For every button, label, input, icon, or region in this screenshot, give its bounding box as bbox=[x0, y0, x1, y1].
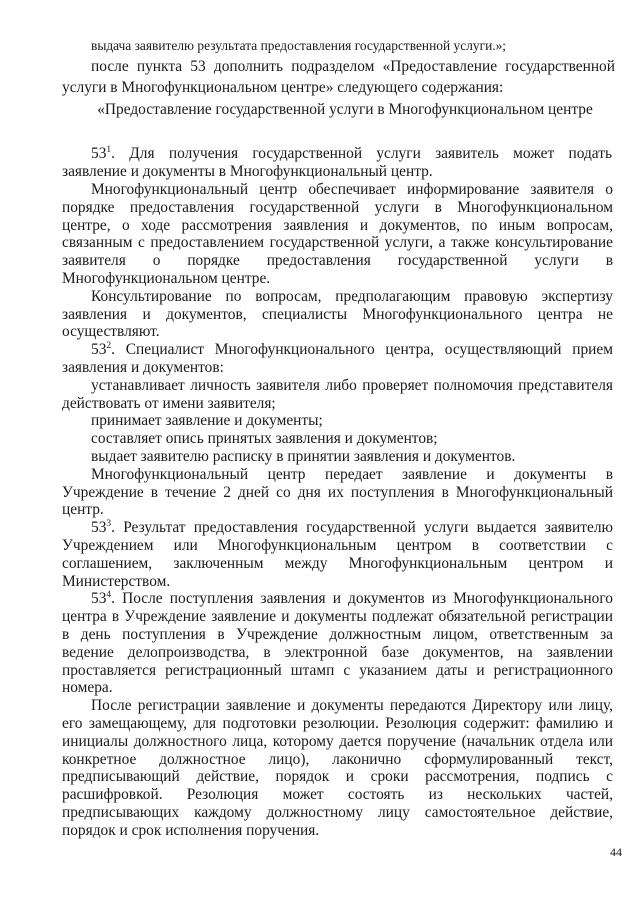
text-line: выдает заявителю расписку в принятии заявления и документов. bbox=[91, 448, 516, 465]
section-heading: «Предоставление государственной услуги в Многофункциональном центре bbox=[97, 101, 593, 118]
text-line: предписывающий действие, порядок и сроки рассмотрения, подпись с bbox=[62, 768, 613, 785]
text-line: конкретное должностное лицо), лаконично сформулированный текст, bbox=[62, 751, 613, 768]
text-line: устанавливает личность заявителя либо проверяет полномочия представителя bbox=[91, 377, 613, 394]
text-line: порядок и срок исполнения поручения. bbox=[62, 822, 320, 839]
text-line: Многофункциональный центр обеспечивает информирование заявителя о bbox=[91, 181, 613, 198]
text-line: центр. bbox=[62, 501, 104, 518]
text-line: После регистрации заявление и документы передаются Директору или лицу, bbox=[91, 697, 613, 714]
text-line: проставляется регистрационный штамп с указанием даты и регистрационного bbox=[62, 662, 613, 679]
text-line: действовать от имени заявителя; bbox=[62, 395, 276, 412]
text-line: услуги в Многофункциональном центре» следующего содержания: bbox=[62, 79, 504, 96]
text-line: ведение делопроизводства, в электронной базе документов, на заявлении bbox=[62, 644, 613, 661]
text-line: инициалы должностного лица, которому дается поручение (начальник отдела или bbox=[62, 733, 613, 750]
text-line: Учреждение в течение 2 дней со дня их поступления в Многофункциональный bbox=[62, 484, 613, 501]
text-line: заявление и документы в Многофункциональный центр. bbox=[62, 163, 433, 180]
text-line: его замещающему, для подготовки резолюции. Резолюция содержит: фамилию и bbox=[62, 715, 613, 732]
text-line: Многофункциональный центр передает заявление и документы в bbox=[91, 466, 613, 483]
text-line: Учреждением или Многофункциональным центром в соответствии с bbox=[62, 537, 613, 554]
paragraph-53-4: $53^4$. После поступления заявления и документов из Многофункционального bbox=[91, 590, 613, 607]
page-number: 44 bbox=[610, 845, 622, 859]
paragraph-53-3: $53^3$. Результат предоставления государственной услуги выдается заявителю bbox=[91, 519, 613, 536]
text-line: соглашением, заключенным между Многофункциональным центром и bbox=[62, 555, 613, 572]
text-line: номера. bbox=[62, 679, 113, 696]
text-line: принимает заявление и документы; bbox=[91, 412, 323, 429]
text-line: заявления и документов: bbox=[62, 359, 224, 376]
text-line: связанным с предоставлением государственной услуги, а также консультирование bbox=[62, 234, 613, 251]
paragraph-53-1: $53^1$. Для получения государственной услуги заявитель может подать bbox=[91, 145, 612, 162]
text-line: Министерством. bbox=[62, 573, 171, 590]
text-line: осуществляют. bbox=[62, 323, 160, 340]
text-line: заявителя о порядке предоставления государственной услуги в bbox=[62, 252, 613, 269]
text-line: предписывающих каждому должностному лицу самостоятельное действие, bbox=[62, 804, 613, 821]
text-line: порядке предоставления государственной услуги в Многофункциональном bbox=[62, 199, 613, 216]
text-line: после пункта 53 дополнить подразделом «Предоставление государственной bbox=[91, 58, 615, 75]
text-line: выдача заявителю результата предоставления государственной услуги.»; bbox=[91, 38, 506, 53]
text-line: центра в Учреждение заявление и документы подлежат обязательной регистрации bbox=[62, 608, 613, 625]
text-line: расшифровкой. Резолюция может состоять из нескольких частей, bbox=[62, 786, 613, 803]
text-line: Многофункциональном центре. bbox=[62, 270, 271, 287]
text-line: Консультирование по вопросам, предполагающим правовую экспертизу bbox=[91, 288, 613, 305]
text-line: составляет опись принятых заявления и документов; bbox=[91, 430, 438, 447]
text-line: центре, о ходе рассмотрения заявления и документов, по иным вопросам, bbox=[62, 217, 613, 234]
paragraph-53-2: $53^2$. Специалист Многофункционального центра, осуществляющий прием bbox=[91, 341, 613, 358]
text-line: заявления и документов, специалисты Многофункционального центра не bbox=[62, 306, 613, 323]
text-line: в день поступления в Учреждение должностным лицом, ответственным за bbox=[62, 626, 613, 643]
